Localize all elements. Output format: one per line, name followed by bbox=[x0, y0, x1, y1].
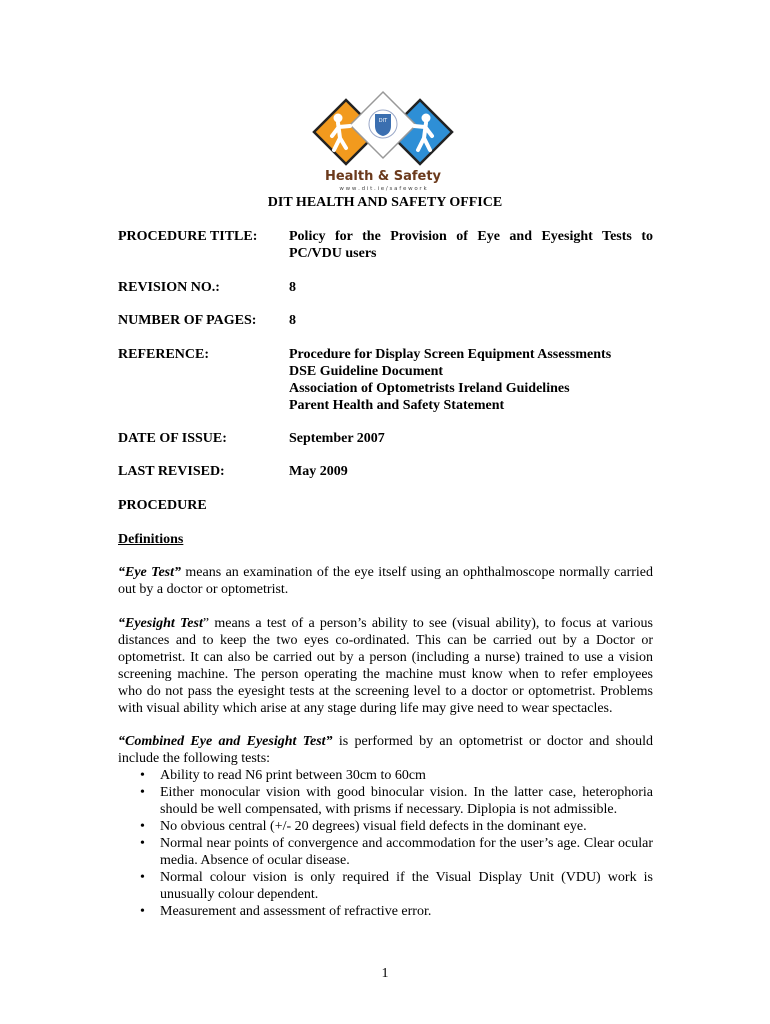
health-safety-logo bbox=[308, 90, 458, 198]
definition-text: means an examination of the eye itself using an ophthalmoscope normally carried out by a doctor or optometrist. bbox=[118, 565, 653, 597]
meta-label: REVISION NO.: bbox=[118, 280, 220, 295]
reference-item: Association of Optometrists Ireland Guidelines bbox=[289, 381, 570, 396]
bullet-icon: • bbox=[140, 904, 145, 919]
definitions-heading: Definitions bbox=[118, 532, 184, 547]
meta-label: LAST REVISED: bbox=[118, 464, 225, 479]
bullet-icon: • bbox=[140, 870, 145, 885]
test-list bbox=[118, 767, 653, 920]
definition-text: means a test of a person’s ability to see (visual ability), to focus at various distances and to keep the two eyes co-ordinated. This can be carried out by a Doctor or optometrist. It can also be carried out by a person (including a nurse) trained to use a vision screening machine. The person operating the machine must know when to refer employees who do not pass the eyesight tests at the screening level to a doctor or optometrist. Problems with visual ability which arise at any stage during life may give need to wear spectacles. bbox=[118, 616, 653, 716]
bullet-icon: • bbox=[140, 768, 145, 783]
meta-value: 8 bbox=[289, 280, 296, 295]
logo-url: w w w . d i t . i e / s a f e w o r k bbox=[339, 186, 427, 192]
meta-value: 8 bbox=[289, 313, 296, 328]
office-title: DIT HEALTH AND SAFETY OFFICE bbox=[267, 195, 503, 210]
list-item: • No obvious central (+/- 20 degrees) visual field defects in the dominant eye. bbox=[140, 819, 587, 834]
list-item: • Normal near points of convergence and accommodation for the user’s age. Clear ocular media. Absence of ocular disease. bbox=[140, 836, 653, 868]
meta-value: May 2009 bbox=[289, 464, 348, 479]
definition-term-close: ” bbox=[202, 616, 210, 631]
list-item: • Normal colour vision is only required if the Visual Display Unit (VDU) work is unusually colour dependent. bbox=[140, 870, 653, 902]
definition-eyesight-test bbox=[118, 615, 653, 717]
reference-item: DSE Guideline Document bbox=[289, 364, 444, 379]
meta-value: Policy for the Provision of Eye and Eyesight Tests to PC/VDU users bbox=[289, 229, 653, 261]
meta-value: September 2007 bbox=[289, 431, 385, 446]
list-item: • Measurement and assessment of refractive error. bbox=[140, 904, 432, 919]
logo-text: Health & Safety bbox=[324, 169, 442, 184]
definition-combined-test bbox=[118, 733, 653, 767]
bullet-icon: • bbox=[140, 836, 145, 851]
definition-text: is performed by an optometrist or doctor and should include the following tests: bbox=[118, 734, 653, 766]
page-number: 1 bbox=[381, 966, 389, 981]
list-item: • Either monocular vision with good binocular vision. In the latter case, heterophoria should be well compensated, with prisms if necessary. Diplopia is not admissible. bbox=[140, 785, 653, 817]
definition-term: “Eyesight Test bbox=[118, 616, 203, 631]
procedure-heading: PROCEDURE bbox=[118, 498, 207, 513]
meta-label: REFERENCE: bbox=[118, 347, 210, 362]
reference-item: Parent Health and Safety Statement bbox=[289, 398, 505, 413]
bullet-icon: • bbox=[140, 785, 145, 800]
dit-crest-icon bbox=[369, 110, 397, 138]
meta-label: DATE OF ISSUE: bbox=[118, 431, 227, 446]
definition-term: “Combined Eye and Eyesight Test” bbox=[118, 734, 333, 749]
definition-eye-test bbox=[118, 564, 653, 598]
definition-term: “Eye Test” bbox=[118, 565, 181, 580]
list-item: • Ability to read N6 print between 30cm to 60cm bbox=[140, 768, 426, 783]
bullet-icon: • bbox=[140, 819, 145, 834]
svg-text:DIT: DIT bbox=[378, 118, 388, 124]
reference-item: Procedure for Display Screen Equipment Assessments bbox=[289, 347, 612, 362]
meta-label: PROCEDURE TITLE: bbox=[118, 229, 258, 244]
meta-label: NUMBER OF PAGES: bbox=[118, 313, 257, 328]
meta-value bbox=[289, 346, 653, 414]
